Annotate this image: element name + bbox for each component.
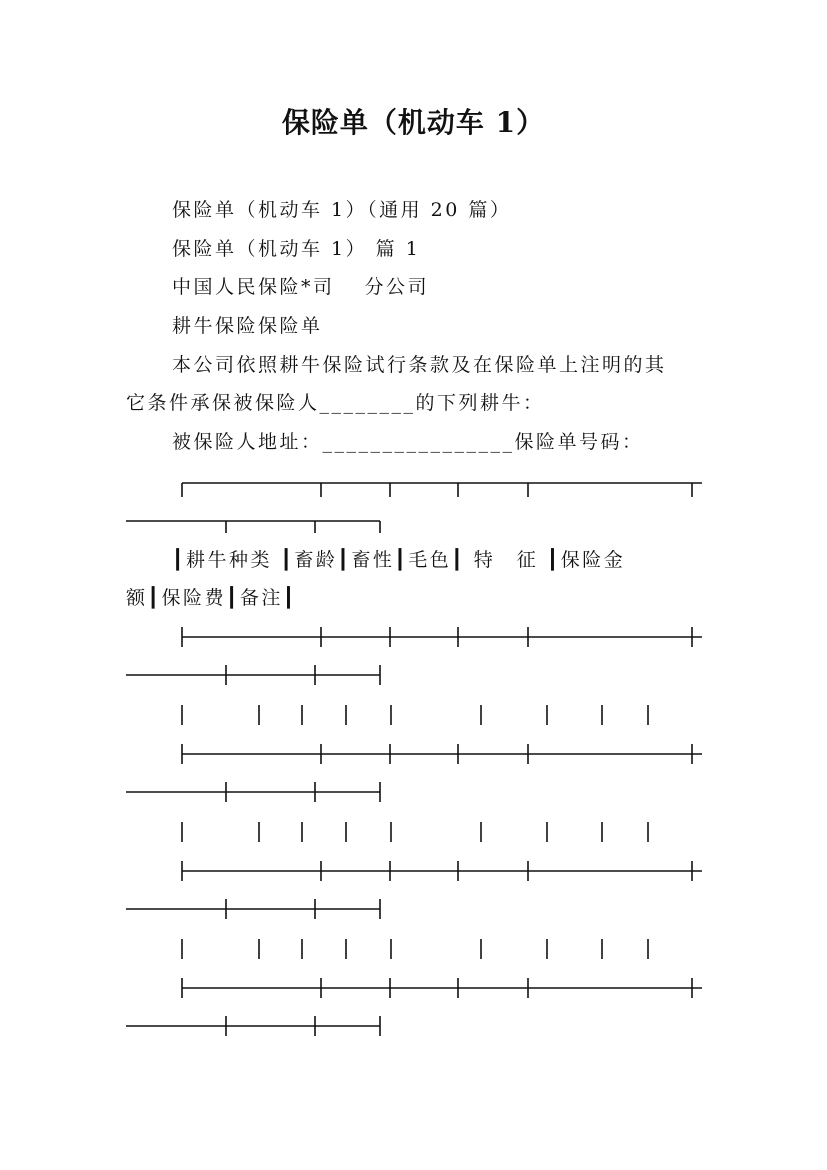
document-title: 保险单（机动车 1） <box>281 106 546 139</box>
table-header-line-2: 额┃保险费┃备注┃ <box>126 587 297 609</box>
company-line: 中国人民保险*司 分公司 <box>172 276 430 298</box>
table-separator <box>126 976 716 1036</box>
table-separator <box>126 742 716 802</box>
table-separator <box>126 859 716 919</box>
statement-line-2: 它条件承保被保险人________的下列耕牛： <box>126 392 545 414</box>
table-empty-row <box>126 934 716 964</box>
statement-line-1: 本公司依照耕牛保险试行条款及在保险单上注明的其 <box>172 354 667 376</box>
table-separator <box>126 625 716 685</box>
heading-collection: 保险单（机动车 1）（通用 20 篇） <box>172 199 512 221</box>
address-line: 被保险人地址：________________保险单号码： <box>172 431 644 453</box>
policy-name: 耕牛保险保险单 <box>172 315 323 337</box>
table-border-top <box>126 475 716 535</box>
policy-statement <box>126 346 704 422</box>
table-header-line-1: ┃耕牛种类 ┃畜龄┃畜性┃毛色┃ 特 征 ┃保险金 <box>172 549 626 571</box>
table-empty-row <box>126 700 716 730</box>
heading-piece-1: 保险单（机动车 1） 篇 1 <box>172 238 421 260</box>
table-empty-row <box>126 817 716 847</box>
table-header-row <box>126 541 716 617</box>
